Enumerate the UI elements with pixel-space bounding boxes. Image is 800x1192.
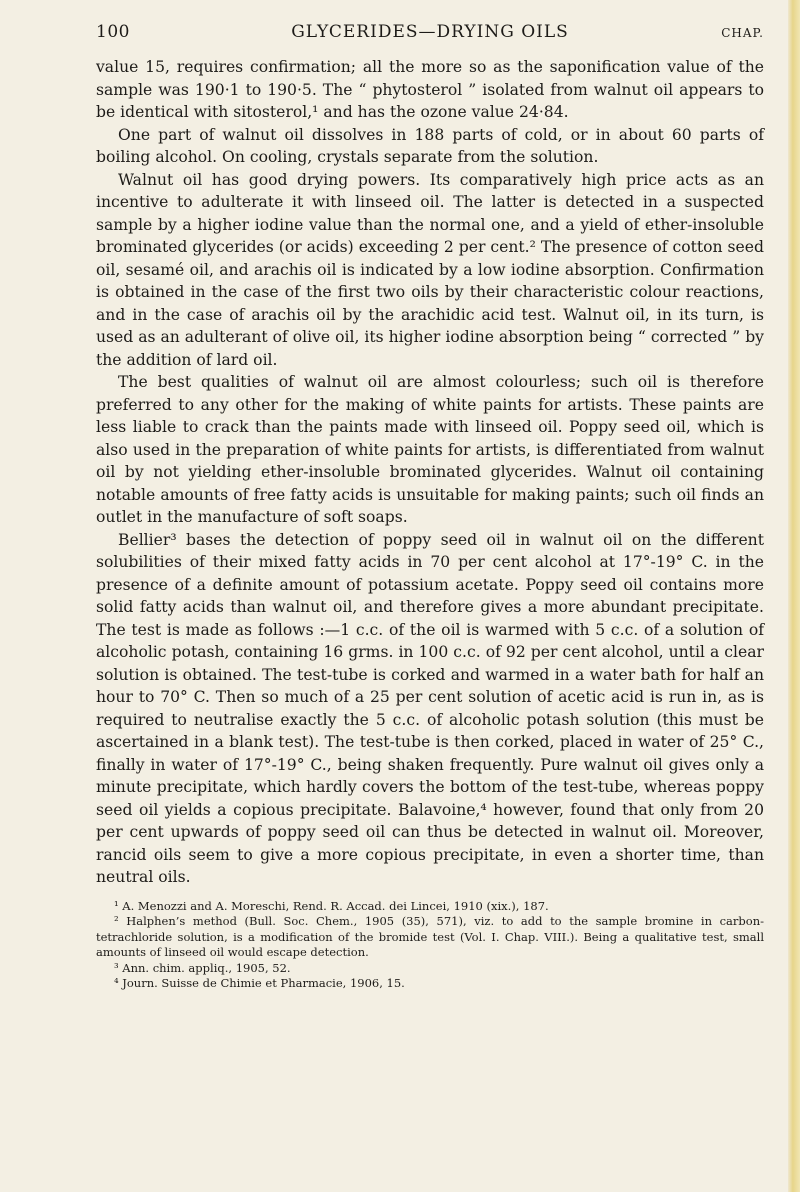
footnotes: [96, 899, 764, 992]
running-title: GLYCERIDES—DRYING OILS: [291, 22, 569, 42]
book-page: [96, 22, 764, 992]
page-edge: [788, 0, 800, 1192]
paragraph-4: The best qualities of walnut oil are almost colourless; such oil is therefore preferred to any other for the making of white paints for artists. These paints are less liable to crack than the paints made with linseed oil. Poppy seed oil, which is also used in the preparation of white paints for artists, is differentiated from walnut oil by not yielding ether-insoluble brominated glycerides. Walnut oil containing notable amounts of free fatty acids is unsuitable for making paints; such oil finds an outlet in the manufacture of soft soaps.: [96, 373, 764, 526]
paragraph-3: Walnut oil has good drying powers. Its comparatively high price acts as an incentive to adulterate it with linseed oil. The latter is detected in a suspected sample by a higher iodine value than the normal one, and a yield of ether-insoluble brominated glycerides (or acids) exceeding 2 per cent.² The presence of cotton seed oil, sesamé oil, and arachis oil is indicated by a low iodine absorption. Confirmation is obtained in the case of the first two oils by their characteristic colour reactions, and in the case of arachis oil by the arachidic acid test. Walnut oil, in its turn, is used as an adulterant of olive oil, its higher iodine absorption being “ corrected ” by the addition of lard oil.: [96, 170, 764, 369]
paragraph-5: Bellier³ bases the detection of poppy seed oil in walnut oil on the different solubilities of their mixed fatty acids in 70 per cent alcohol at 17°-19° C. in the presence of a definite amount of potassium acetate. Poppy seed oil contains more solid fatty acids than walnut oil, and therefore gives a more abundant precipitate. The test is made as follows :—1 c.c. of the oil is warmed with 5 c.c. of a solution of alcoholic potash, containing 16 grms. in 100 c.c. of 92 per cent alcohol, until a clear solution is obtained. The test-tube is corked and warmed in a water bath for half an hour to 70° C. Then so much of a 25 per cent solution of acetic acid is run in, as is required to neutralise exactly the 5 c.c. of alcoholic potash solution (this must be ascertained in a blank test). The test-tube is then corked, placed in water of 25° C., finally in water of 17°-19° C., being shaken frequently. Pure walnut oil gives only a minute precipitate, which hardly covers the bottom of the test-tube, whereas poppy seed oil yields a copious precipitate. Balavoine,⁴ however, found that only from 20 per cent upwards of poppy seed oil can thus be detected in walnut oil. Moreover, rancid oils seem to give a more copious precipitate, in even a shorter time, than neutral oils.: [96, 530, 764, 886]
footnote-1: ¹ A. Menozzi and A. Moreschi, Rend. R. Accad. dei Lincei, 1910 (xix.), 187.: [114, 898, 549, 913]
chapter-label: CHAP.: [721, 26, 764, 40]
page-number: 100: [96, 22, 130, 42]
footnote-4: ⁴ Journ. Suisse de Chimie et Pharmacie, 1906, 15.: [114, 976, 405, 990]
footnote-3: ³ Ann. chim. appliq., 1905, 52.: [114, 960, 291, 975]
body-text: [96, 56, 764, 889]
paragraph-2: One part of walnut oil dissolves in 188 parts of cold, or in about 60 parts of boiling alcohol. On cooling, crystals separate from the solution.: [96, 125, 764, 166]
footnote-2: ² Halphen’s method (Bull. Soc. Chem., 1905 (35), 571), viz. to add to the sample bromine in carbon-tetrachloride solution, is a modification of the bromide test (Vol. I. Chap. VIII.). Being a qualitative test, small amounts of linseed oil would escape detection.: [96, 914, 764, 959]
paragraph-1: value 15, requires confirmation; all the more so as the saponification value of the sample was 190·1 to 190·5. The “ phytosterol ” isolated from walnut oil appears to be identical with sitosterol,¹ and has the ozone value 24·84.: [96, 58, 764, 121]
running-header: [96, 22, 764, 42]
